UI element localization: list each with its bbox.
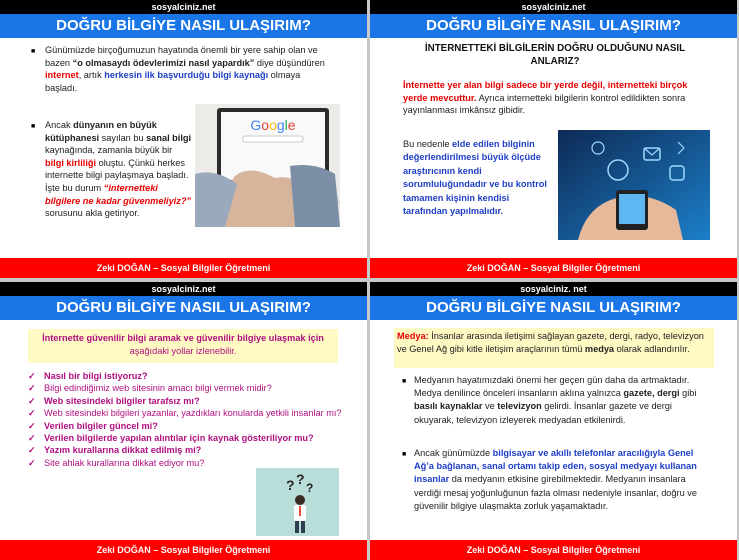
checkmark-icon: ✓ (28, 408, 36, 419)
checklist-item (28, 444, 348, 456)
footer-credit: Zeki DOĞAN – Sosyal Bilgiler Öğretmeni (370, 258, 737, 278)
site-banner: sosyalciniz.net (0, 0, 367, 14)
checkmark-icon: ✓ (28, 457, 36, 468)
checkmark-icon: ✓ (28, 433, 36, 444)
checklist-item-text: Web sitesindeki bilgiler tarafsız mı? (44, 395, 200, 406)
bullet-icon: ■ (31, 48, 36, 55)
svg-text:Google: Google (250, 117, 296, 133)
checkmark-icon: ✓ (28, 383, 36, 394)
media-definition: Medya: İnsanlar arasında iletişimi sağlayan gazete, dergi, radyo, televizyon ve Genel Ağ gibi kitle iletişim araçlarının tümü medya olarak adlandırılır. (397, 331, 704, 354)
checklist-item-text: Verilen bilgiler güncel mi? (44, 420, 158, 431)
intro-text: İnternette güvenilir bilgi aramak ve güvenilir bilgiye ulaşmak için aşağıdaki yollar izlenebilir. (42, 333, 324, 356)
bullet-icon: ■ (402, 378, 407, 385)
slide-title: DOĞRU BİLGİYE NASIL ULAŞIRIM? (0, 14, 367, 38)
checklist-item (28, 395, 348, 407)
svg-text:?: ? (296, 471, 305, 487)
slide-1 (0, 0, 367, 278)
media-definition-box (394, 328, 714, 368)
footer-credit: Zeki DOĞAN – Sosyal Bilgiler Öğretmeni (0, 258, 367, 278)
slide-2 (370, 0, 737, 278)
slide-3 (0, 282, 367, 560)
checklist-item-text: Yazım kurallarına dikkat edilmiş mi? (44, 445, 202, 456)
checklist-item (28, 407, 348, 419)
paragraph-2: Ancak dünyanın en büyük kütüphanesi sayılan bu sanal bilgi kaynağında, zamanla büyük bir bilgi kirliliği oluştu. Çünkü herkes internette bilgi paylaşmaya başladı. İşte bu durum “internetteki bilgilere ne kadar güvenmeliyiz?” sorusunu akla getiriyor. (45, 120, 192, 219)
slide-title: DOĞRU BİLGİYE NASIL ULAŞIRIM? (370, 14, 737, 38)
checklist-item (28, 370, 348, 382)
paragraph-2: Ancak günümüzde bilgisayar ve akıllı telefonlar aracılığıyla Genel Ağ’a bağlanan, sanal ortamı takip eden, sosyal medyayı kullanan insanlar da medyanın etkisine girebilmektedir. Medyanın insanlara verdiği mesaj yoğunluğunun fazla olması nedeniyle insanlar, doğru ve güvenilir bilgiye ulaşmakta zorluk yaşamaktadır. (414, 448, 697, 511)
paragraph-1: İnternette yer alan bilgi sadece bir yerde değil, internetteki birçok yerde mevcuttur. Ayrıca internetteki bilgilerin kontrol edildikten sonra yayınlanması imkânsız gibidir. (403, 80, 688, 116)
slide-4 (370, 282, 737, 560)
checklist-item-text: Verilen bilgilerde yapılan alıntılar için kaynak gösteriliyor mu? (44, 433, 314, 444)
checklist-item (28, 432, 348, 444)
slide-title: DOĞRU BİLGİYE NASIL ULAŞIRIM? (0, 296, 367, 320)
site-banner: sosyalciniz.net (0, 282, 367, 296)
checklist-item-text: Web sitesindeki bilgileri yazanlar, yazdıkları konularda yetkili insanlar mı? (44, 408, 342, 419)
svg-text:?: ? (306, 481, 314, 495)
checklist-item (28, 420, 348, 432)
question-man-image (256, 468, 339, 536)
checklist-item-text: Bilgi edindiğimiz web sitesinin amacı bilgi vermek midir? (44, 383, 272, 394)
checklist-item-text: Site ahlak kurallarına dikkat ediyor mu? (44, 457, 205, 468)
bullet-icon: ■ (31, 123, 36, 130)
slide-title: DOĞRU BİLGİYE NASIL ULAŞIRIM? (370, 296, 737, 320)
site-banner: sosyalciniz.net (370, 0, 737, 14)
checkmark-icon: ✓ (28, 371, 36, 381)
paragraph-2: Bu nedenle elde edilen bilginin değerlendirilmesi büyük ölçüde araştırıcının kendi sorumluluğundadır ve bu kontrol tamamen kişinin kendisi tarafından yapılmalıdır. (403, 139, 547, 217)
checklist-item (28, 382, 348, 394)
svg-text:?: ? (286, 477, 295, 493)
checkmark-icon: ✓ (28, 395, 36, 406)
footer-credit: Zeki DOĞAN – Sosyal Bilgiler Öğretmeni (370, 540, 737, 560)
site-banner: sosyalciniz. net (370, 282, 737, 296)
paragraph-1: Medyanın hayatımızdaki önemi her geçen gün daha da artmaktadır. Medya denilince önceleri insanların aklına yalnızca gazete, dergi gibi basılı kaynaklar ve televizyon gelirdi. İnsanlar gazete ve dergi okuyarak, televizyon izleyerek medyadan etkilenirdi. (414, 375, 697, 425)
footer-credit: Zeki DOĞAN – Sosyal Bilgiler Öğretmeni (0, 540, 367, 560)
checkmark-icon: ✓ (28, 420, 36, 431)
paragraph-1: Günümüzde birçoğumuzun hayatında önemli bir yere sahip olan ve bazen “o olmasaydı ödevlerimizi nasıl yapardık” diye düşündüren internet, artık herkesin ilk başvurduğu bilgi kaynağı olmaya başladı. (45, 45, 325, 93)
intro-box (28, 329, 338, 363)
subtitle: İNTERNETTEKİ BİLGİLERİN DOĞRU OLDUĞUNU NASIL ANLARIZ? (424, 43, 686, 67)
checklist (28, 370, 348, 469)
checklist-item-text: Nasıl bir bilgi istiyoruz? (44, 371, 148, 381)
checkmark-icon: ✓ (28, 445, 36, 456)
bullet-icon: ■ (402, 451, 407, 458)
google-laptop-image (195, 104, 340, 227)
social-media-hand-image (558, 130, 710, 240)
